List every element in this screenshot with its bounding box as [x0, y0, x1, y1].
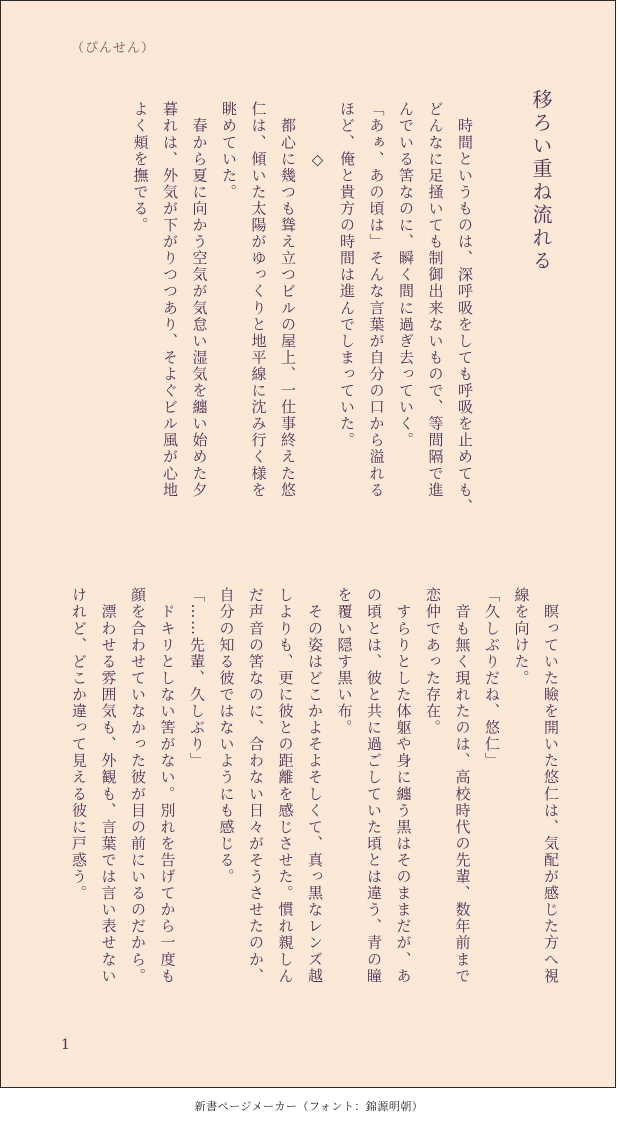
- text-line: 「久しぶりだね、悠仁」: [483, 587, 501, 770]
- text-line: その姿はどこかよそよそしくて、真っ黒なレンズ越: [306, 587, 324, 985]
- top-text-block: [125, 101, 479, 533]
- text-line: すらりとした体躯や身に纏う黒はそのままだが、あ: [394, 587, 413, 985]
- text-line: 瞑っていた瞼を開いた悠仁は、気配が感じた方へ視: [542, 587, 560, 985]
- text-line: 「あぁ、あの頃は」そんな言葉が自分の口から溢れる: [367, 101, 386, 499]
- text-line: ほど、俺と貴方の時間は進んでしまっていた。: [338, 101, 356, 449]
- bottom-text-block: [64, 587, 566, 1017]
- text-line: だ声音の筈なのに、合わない日々がそうさせたのか、: [247, 587, 265, 985]
- text-line: よく頬を撫でる。: [131, 101, 150, 234]
- text-line: んでいる筈なのに、瞬く間に過ぎ去っていく。: [397, 101, 415, 449]
- text-line: 線を向けた。: [512, 587, 531, 687]
- text-line: 自分の知る彼ではないようにも感じる。: [217, 587, 236, 885]
- author-name: （ぴんせん）: [71, 41, 156, 56]
- text-line: 春から夏に向かう空気が気怠い湿気を纏い始めた夕: [190, 101, 209, 499]
- text-line: ドキリとしない筈がない。別れを告げてから一度も: [158, 587, 177, 985]
- page-title: 移ろい重ね流れる: [529, 89, 553, 273]
- text-line: 「……先輩、久しぶり」: [188, 587, 206, 770]
- text-line: 漂わせる雰囲気も、外観も、言葉では言い表せない: [99, 587, 118, 985]
- section-break: ◇: [308, 101, 327, 171]
- text-line: 都心に幾つも聳え立つビルの屋上、一仕事終えた悠: [279, 101, 297, 499]
- text-line: 眺めていた。: [220, 101, 238, 201]
- footer-credit: 新書ページメーカー（フォント：錦源明朝）: [194, 1100, 424, 1113]
- text-line: 時間というものは、深呼吸をしても呼吸を止めても、: [456, 101, 474, 515]
- text-line: 仁は、傾いた太陽がゆっくりと地平線に沈み行く様を: [249, 101, 268, 499]
- text-line: 暮れは、外気が下がりつつあり、そよぐビル風が心地: [161, 101, 179, 499]
- text-line: 音も無く現れたのは、高校時代の先輩、数年前まで: [453, 587, 472, 985]
- text-line: どんなに足掻いても制御出来ないもので、等間隔で進: [426, 101, 445, 499]
- text-line: の頃とは、彼と共に過ごしていた頃とは違う、青の瞳: [365, 587, 383, 985]
- text-line: しよりも、更に彼との距離を感じさせた。慣れ親しん: [276, 587, 295, 985]
- page-number: 1: [61, 1037, 70, 1053]
- text-line: を覆い隠す黒い布。: [335, 587, 354, 736]
- text-line: けれど、どこか違って見える彼に戸惑う。: [70, 587, 88, 902]
- text-line: 恋仲であった存在。: [424, 587, 442, 736]
- text-line: 顔を合わせていなかった彼が目の前にいるのだから。: [129, 587, 147, 985]
